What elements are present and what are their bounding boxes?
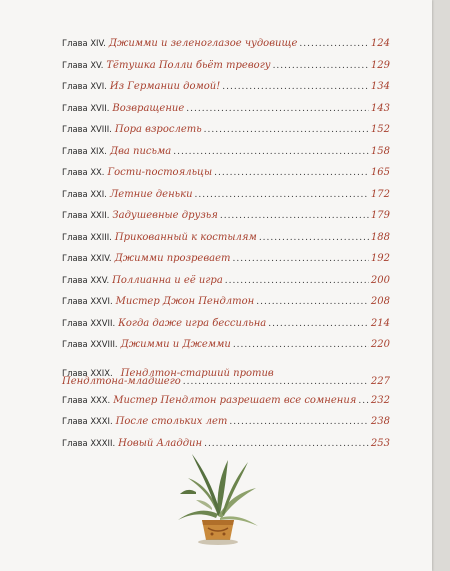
toc-entry <box>62 339 390 361</box>
page-number: 208 <box>370 296 390 307</box>
chapter-title: Поллианна и её игра <box>112 274 223 286</box>
chapter-title: Гости-постояльцы <box>107 167 213 178</box>
chapter-label: Глава XXIV. <box>62 253 112 263</box>
page-number: 143 <box>370 102 390 114</box>
toc-entry <box>62 416 390 438</box>
shadow-icon <box>198 539 238 545</box>
chapter-title: Прикованный к костылям <box>114 231 257 243</box>
dot-leader <box>268 319 369 329</box>
toc-entry <box>62 275 390 297</box>
chapter-label: Глава XXVIII. <box>62 339 118 349</box>
chapter-title: Новый Аладдин <box>118 437 203 449</box>
page-number: 172 <box>370 188 390 200</box>
chapter-title: Летние деньки <box>109 188 193 200</box>
chapter-title: Джимми и Джемми <box>120 339 231 350</box>
chapter-title: Из Германии домой! <box>109 81 221 92</box>
chapter-label: Глава XXII. <box>62 210 110 220</box>
dot-leader <box>214 168 369 178</box>
chapter-title-continued: Пендлтона-младшего <box>62 375 181 387</box>
page-number: 124 <box>370 38 390 49</box>
chapter-label: Глава XXV. <box>62 274 110 285</box>
dot-leader <box>259 233 369 243</box>
toc-entry <box>62 232 390 254</box>
chapter-label: Глава XXX. <box>62 394 111 405</box>
chapter-title: Джимми и зеленоглазое чудовище <box>108 38 298 49</box>
chapter-title: Пендлтон-старший против <box>120 367 274 379</box>
page-number: 188 <box>370 231 390 243</box>
dot-leader <box>222 82 369 92</box>
toc-entry <box>62 210 390 232</box>
dot-leader <box>229 417 369 427</box>
toc-entry <box>62 395 390 417</box>
chapter-label: Глава XXXII. <box>62 437 116 448</box>
dot-leader <box>225 276 369 286</box>
chapter-title: Возвращение <box>112 102 185 114</box>
table-of-contents <box>62 38 390 459</box>
chapter-title: После стольких лет <box>115 416 228 427</box>
chapter-label: Глава XXIX. <box>62 367 113 378</box>
chapter-title: Тётушка Полли бьёт тревогу <box>106 59 271 71</box>
toc-entry <box>62 38 390 60</box>
chapter-title: Задушевные друзья <box>112 210 218 221</box>
toc-entry <box>62 318 390 340</box>
toc-entry <box>62 167 390 189</box>
dot-leader <box>299 39 369 49</box>
page-number: 253 <box>370 437 390 449</box>
potted-plant-illustration <box>172 448 264 548</box>
chapter-title: Мистер Джон Пендлтон <box>115 296 255 307</box>
page-number: 158 <box>370 145 390 157</box>
chapter-label: Глава XX. <box>62 167 105 177</box>
dot-leader <box>204 439 369 449</box>
page-number: 152 <box>370 124 390 135</box>
chapter-title: Джимми прозревает <box>114 253 231 264</box>
chapter-label: Глава XXVI. <box>62 296 113 306</box>
dot-leader <box>256 297 369 307</box>
page-number: 179 <box>370 210 390 221</box>
chapter-title: Два письма <box>109 145 172 157</box>
dot-leader <box>195 190 369 200</box>
toc-entry <box>62 81 390 103</box>
leaves-icon <box>178 454 258 526</box>
flower-pot-icon <box>202 520 234 540</box>
toc-entry <box>62 60 390 82</box>
page-number: 214 <box>370 317 390 329</box>
toc-entry <box>62 124 390 146</box>
dot-leader <box>186 104 369 114</box>
dot-leader <box>173 147 369 157</box>
entry-first-line <box>62 361 390 379</box>
page-number: 129 <box>370 59 390 71</box>
dot-leader <box>183 377 369 387</box>
toc-entry <box>62 189 390 211</box>
chapter-label: Глава XIV. <box>62 38 106 48</box>
chapter-title: Мистер Пендлтон разрешает все сомнения <box>113 394 357 406</box>
dot-leader <box>204 125 369 135</box>
page-number: 220 <box>370 339 390 350</box>
dot-leader <box>233 254 369 264</box>
chapter-title: Когда даже игра бессильна <box>118 317 267 329</box>
page-number: 134 <box>370 81 390 92</box>
entry-second-line <box>62 376 390 387</box>
chapter-title: Пора взрослеть <box>114 124 202 135</box>
chapter-label: Глава XVI. <box>62 81 107 91</box>
toc-entry <box>62 296 390 318</box>
toc-entry <box>62 146 390 168</box>
chapter-label: Глава XVII. <box>62 102 110 113</box>
page-number: 238 <box>370 416 390 427</box>
page-number: 227 <box>370 375 390 387</box>
chapter-label: Глава XVIII. <box>62 124 112 134</box>
dot-leader <box>220 211 369 221</box>
chapter-label: Глава XXXI. <box>62 416 113 426</box>
toc-entry <box>62 103 390 125</box>
dot-leader <box>358 396 369 406</box>
page-number: 192 <box>370 253 390 264</box>
dot-leader <box>273 61 369 71</box>
chapter-label: Глава XIX. <box>62 145 107 156</box>
dot-leader <box>233 340 369 350</box>
toc-entry <box>62 361 390 395</box>
page-number: 165 <box>370 167 390 178</box>
toc-entry <box>62 253 390 275</box>
chapter-label: Глава XV. <box>62 59 104 70</box>
page-number: 200 <box>370 274 390 286</box>
chapter-label: Глава XXVII. <box>62 317 116 328</box>
page-number: 232 <box>370 394 390 406</box>
chapter-label: Глава XXI. <box>62 188 107 199</box>
chapter-label: Глава XXIII. <box>62 231 112 242</box>
